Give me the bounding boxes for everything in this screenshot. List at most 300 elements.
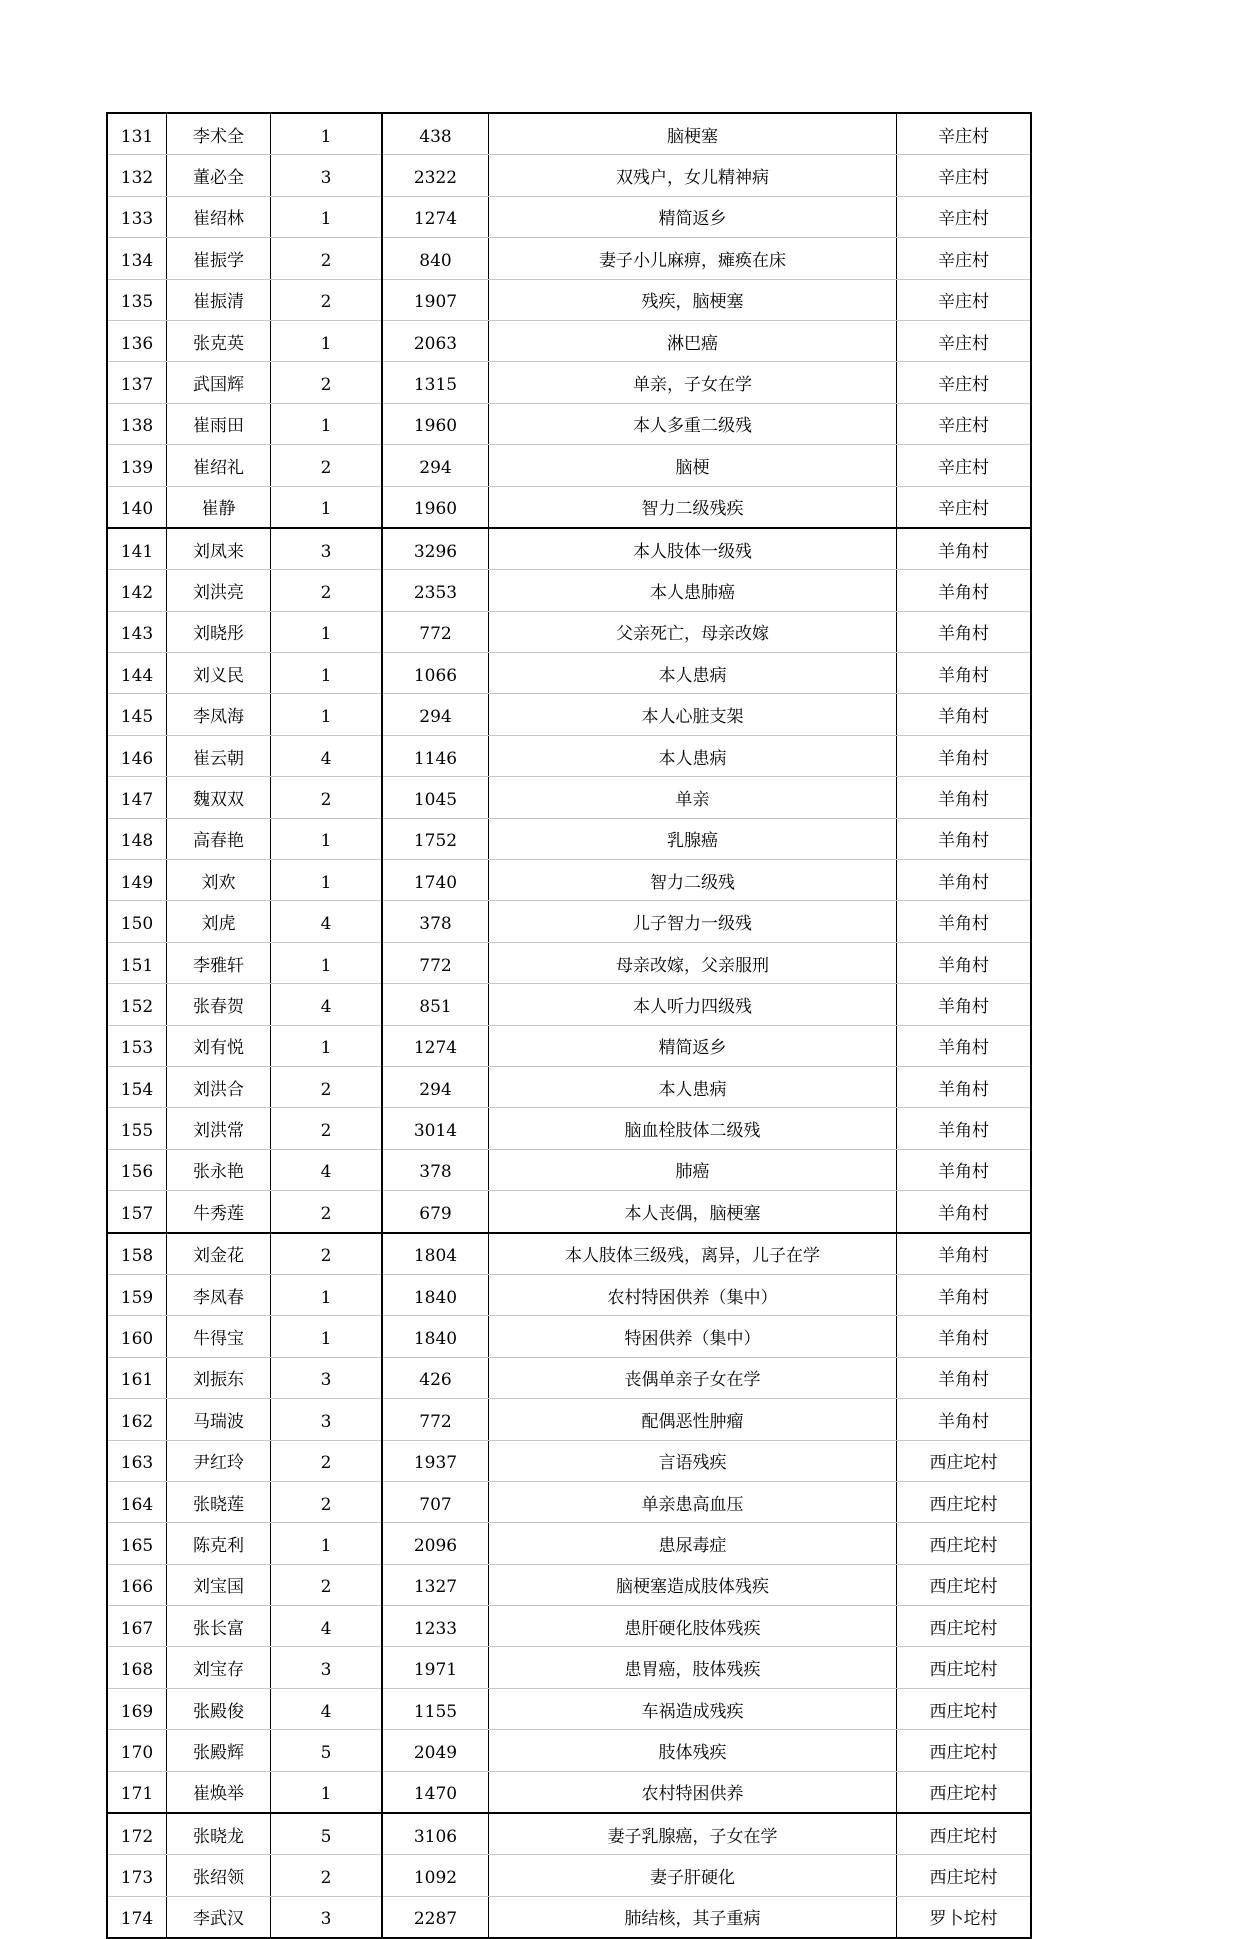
amount-cell: 1274 <box>382 196 489 237</box>
household-size-cell: 1 <box>271 860 383 901</box>
village-cell: 羊角村 <box>897 528 1032 570</box>
amount-cell: 1937 <box>382 1440 489 1481</box>
reason-cell: 脑梗塞 <box>489 113 897 155</box>
reason-cell: 肺癌 <box>489 1149 897 1190</box>
table-row <box>107 445 1031 486</box>
reason-cell: 双残户，女儿精神病 <box>489 155 897 196</box>
name-cell: 张长富 <box>167 1606 271 1647</box>
row-number-cell: 151 <box>107 942 167 983</box>
village-cell: 辛庄村 <box>897 445 1032 486</box>
name-cell: 马瑞波 <box>167 1399 271 1440</box>
table-row <box>107 1066 1031 1107</box>
amount-cell: 294 <box>382 445 489 486</box>
village-cell: 羊角村 <box>897 570 1032 611</box>
table-row <box>107 1108 1031 1149</box>
reason-cell: 患胃癌，肢体残疾 <box>489 1647 897 1688</box>
household-size-cell: 3 <box>271 1357 383 1398</box>
row-number-cell: 156 <box>107 1149 167 1190</box>
household-size-cell: 3 <box>271 528 383 570</box>
village-cell: 羊角村 <box>897 1108 1032 1149</box>
reason-cell: 患肝硬化肢体残疾 <box>489 1606 897 1647</box>
village-cell: 辛庄村 <box>897 403 1032 444</box>
row-number-cell: 154 <box>107 1066 167 1107</box>
row-number-cell: 141 <box>107 528 167 570</box>
table-row <box>107 279 1031 320</box>
reason-cell: 残疾，脑梗塞 <box>489 279 897 320</box>
village-cell: 羊角村 <box>897 694 1032 735</box>
amount-cell: 851 <box>382 984 489 1025</box>
table-row <box>107 1025 1031 1066</box>
table-row <box>107 1274 1031 1315</box>
amount-cell: 1971 <box>382 1647 489 1688</box>
village-cell: 羊角村 <box>897 1399 1032 1440</box>
row-number-cell: 162 <box>107 1399 167 1440</box>
amount-cell: 2353 <box>382 570 489 611</box>
household-size-cell: 4 <box>271 1688 383 1729</box>
household-size-cell: 2 <box>271 570 383 611</box>
name-cell: 李雅轩 <box>167 942 271 983</box>
name-cell: 刘洪合 <box>167 1066 271 1107</box>
household-size-cell: 1 <box>271 942 383 983</box>
name-cell: 崔振清 <box>167 279 271 320</box>
reason-cell: 本人患病 <box>489 653 897 694</box>
household-size-cell: 1 <box>271 403 383 444</box>
row-number-cell: 152 <box>107 984 167 1025</box>
village-cell: 辛庄村 <box>897 320 1032 361</box>
village-cell: 西庄坨村 <box>897 1481 1032 1522</box>
reason-cell: 精简返乡 <box>489 1025 897 1066</box>
household-size-cell: 2 <box>271 1066 383 1107</box>
amount-cell: 707 <box>382 1481 489 1522</box>
table-row <box>107 984 1031 1025</box>
village-cell: 羊角村 <box>897 984 1032 1025</box>
household-size-cell: 2 <box>271 777 383 818</box>
household-size-cell: 1 <box>271 1523 383 1564</box>
name-cell: 刘金花 <box>167 1233 271 1275</box>
amount-cell: 772 <box>382 611 489 652</box>
household-size-cell: 4 <box>271 984 383 1025</box>
amount-cell: 1840 <box>382 1274 489 1315</box>
name-cell: 李术全 <box>167 113 271 155</box>
reason-cell: 本人心脏支架 <box>489 694 897 735</box>
reason-cell: 单亲患高血压 <box>489 1481 897 1522</box>
table-row <box>107 942 1031 983</box>
amount-cell: 294 <box>382 694 489 735</box>
name-cell: 崔雨田 <box>167 403 271 444</box>
household-size-cell: 2 <box>271 445 383 486</box>
amount-cell: 1960 <box>382 486 489 528</box>
reason-cell: 脑梗 <box>489 445 897 486</box>
table-row <box>107 818 1031 859</box>
name-cell: 张晓龙 <box>167 1813 271 1855</box>
row-number-cell: 135 <box>107 279 167 320</box>
amount-cell: 294 <box>382 1066 489 1107</box>
household-size-cell: 3 <box>271 1896 383 1938</box>
household-size-cell: 1 <box>271 1274 383 1315</box>
amount-cell: 1155 <box>382 1688 489 1729</box>
table-row <box>107 1481 1031 1522</box>
household-size-cell: 1 <box>271 196 383 237</box>
village-cell: 西庄坨村 <box>897 1647 1032 1688</box>
row-number-cell: 160 <box>107 1316 167 1357</box>
table-row <box>107 113 1031 155</box>
reason-cell: 本人肢体一级残 <box>489 528 897 570</box>
reason-cell: 智力二级残疾 <box>489 486 897 528</box>
row-number-cell: 143 <box>107 611 167 652</box>
row-number-cell: 165 <box>107 1523 167 1564</box>
row-number-cell: 137 <box>107 362 167 403</box>
amount-cell: 1066 <box>382 653 489 694</box>
village-cell: 羊角村 <box>897 1357 1032 1398</box>
household-size-cell: 2 <box>271 238 383 279</box>
reason-cell: 母亲改嫁，父亲服刑 <box>489 942 897 983</box>
table-row <box>107 777 1031 818</box>
village-cell: 西庄坨村 <box>897 1771 1032 1813</box>
row-number-cell: 172 <box>107 1813 167 1855</box>
household-size-cell: 2 <box>271 362 383 403</box>
name-cell: 刘虎 <box>167 901 271 942</box>
amount-cell: 3106 <box>382 1813 489 1855</box>
amount-cell: 1740 <box>382 860 489 901</box>
row-number-cell: 170 <box>107 1730 167 1771</box>
amount-cell: 1327 <box>382 1564 489 1605</box>
village-cell: 羊角村 <box>897 818 1032 859</box>
amount-cell: 1840 <box>382 1316 489 1357</box>
village-cell: 羊角村 <box>897 1316 1032 1357</box>
table-row <box>107 860 1031 901</box>
village-cell: 羊角村 <box>897 653 1032 694</box>
village-cell: 辛庄村 <box>897 362 1032 403</box>
amount-cell: 1907 <box>382 279 489 320</box>
reason-cell: 单亲，子女在学 <box>489 362 897 403</box>
row-number-cell: 171 <box>107 1771 167 1813</box>
village-cell: 西庄坨村 <box>897 1523 1032 1564</box>
row-number-cell: 166 <box>107 1564 167 1605</box>
table-row <box>107 1399 1031 1440</box>
name-cell: 张克英 <box>167 320 271 361</box>
table-row <box>107 196 1031 237</box>
table-row <box>107 155 1031 196</box>
table-body <box>107 113 1031 1938</box>
amount-cell: 2063 <box>382 320 489 361</box>
amount-cell: 1092 <box>382 1855 489 1896</box>
table-row <box>107 611 1031 652</box>
household-size-cell: 2 <box>271 1855 383 1896</box>
village-cell: 羊角村 <box>897 735 1032 776</box>
village-cell: 辛庄村 <box>897 279 1032 320</box>
village-cell: 辛庄村 <box>897 486 1032 528</box>
reason-cell: 父亲死亡，母亲改嫁 <box>489 611 897 652</box>
row-number-cell: 138 <box>107 403 167 444</box>
village-cell: 羊角村 <box>897 611 1032 652</box>
amount-cell: 1470 <box>382 1771 489 1813</box>
row-number-cell: 140 <box>107 486 167 528</box>
table-row <box>107 486 1031 528</box>
village-cell: 羊角村 <box>897 942 1032 983</box>
table-row <box>107 403 1031 444</box>
reason-cell: 特困供养（集中） <box>489 1316 897 1357</box>
name-cell: 刘有悦 <box>167 1025 271 1066</box>
reason-cell: 精简返乡 <box>489 196 897 237</box>
row-number-cell: 136 <box>107 320 167 361</box>
household-size-cell: 4 <box>271 1606 383 1647</box>
name-cell: 张春贺 <box>167 984 271 1025</box>
village-cell: 辛庄村 <box>897 113 1032 155</box>
name-cell: 刘宝存 <box>167 1647 271 1688</box>
name-cell: 尹红玲 <box>167 1440 271 1481</box>
table-row <box>107 362 1031 403</box>
table-row <box>107 735 1031 776</box>
name-cell: 牛得宝 <box>167 1316 271 1357</box>
reason-cell: 智力二级残 <box>489 860 897 901</box>
amount-cell: 2322 <box>382 155 489 196</box>
household-size-cell: 2 <box>271 1440 383 1481</box>
name-cell: 刘洪常 <box>167 1108 271 1149</box>
household-size-cell: 3 <box>271 155 383 196</box>
village-cell: 西庄坨村 <box>897 1688 1032 1729</box>
village-cell: 羊角村 <box>897 1066 1032 1107</box>
amount-cell: 840 <box>382 238 489 279</box>
household-size-cell: 1 <box>271 818 383 859</box>
village-cell: 羊角村 <box>897 1191 1032 1233</box>
reason-cell: 本人丧偶，脑梗塞 <box>489 1191 897 1233</box>
amount-cell: 1315 <box>382 362 489 403</box>
table-row <box>107 1606 1031 1647</box>
reason-cell: 患尿毒症 <box>489 1523 897 1564</box>
name-cell: 崔云朝 <box>167 735 271 776</box>
reason-cell: 本人患病 <box>489 1066 897 1107</box>
household-size-cell: 2 <box>271 1481 383 1522</box>
name-cell: 崔绍林 <box>167 196 271 237</box>
amount-cell: 2096 <box>382 1523 489 1564</box>
row-number-cell: 173 <box>107 1855 167 1896</box>
table-row <box>107 1523 1031 1564</box>
name-cell: 刘振东 <box>167 1357 271 1398</box>
name-cell: 张殿俊 <box>167 1688 271 1729</box>
amount-cell: 378 <box>382 901 489 942</box>
amount-cell: 3296 <box>382 528 489 570</box>
amount-cell: 772 <box>382 1399 489 1440</box>
village-cell: 西庄坨村 <box>897 1855 1032 1896</box>
name-cell: 崔绍礼 <box>167 445 271 486</box>
name-cell: 武国辉 <box>167 362 271 403</box>
reason-cell: 妻子小儿麻痹，瘫痪在床 <box>489 238 897 279</box>
village-cell: 羊角村 <box>897 901 1032 942</box>
reason-cell: 农村特困供养（集中） <box>489 1274 897 1315</box>
village-cell: 羊角村 <box>897 1233 1032 1275</box>
village-cell: 罗卜坨村 <box>897 1896 1032 1938</box>
table-row <box>107 1647 1031 1688</box>
household-size-cell: 1 <box>271 653 383 694</box>
reason-cell: 淋巴癌 <box>489 320 897 361</box>
table-row <box>107 1730 1031 1771</box>
household-size-cell: 1 <box>271 1316 383 1357</box>
row-number-cell: 174 <box>107 1896 167 1938</box>
household-size-cell: 2 <box>271 1191 383 1233</box>
reason-cell: 肺结核，其子重病 <box>489 1896 897 1938</box>
name-cell: 李凤海 <box>167 694 271 735</box>
household-size-cell: 1 <box>271 611 383 652</box>
row-number-cell: 134 <box>107 238 167 279</box>
village-cell: 羊角村 <box>897 1149 1032 1190</box>
amount-cell: 2049 <box>382 1730 489 1771</box>
village-cell: 西庄坨村 <box>897 1564 1032 1605</box>
name-cell: 崔静 <box>167 486 271 528</box>
row-number-cell: 142 <box>107 570 167 611</box>
table-row <box>107 1855 1031 1896</box>
table-row <box>107 1896 1031 1938</box>
row-number-cell: 155 <box>107 1108 167 1149</box>
row-number-cell: 139 <box>107 445 167 486</box>
village-cell: 羊角村 <box>897 1274 1032 1315</box>
household-size-cell: 5 <box>271 1730 383 1771</box>
reason-cell: 车祸造成残疾 <box>489 1688 897 1729</box>
name-cell: 张殿辉 <box>167 1730 271 1771</box>
household-size-cell: 1 <box>271 486 383 528</box>
row-number-cell: 150 <box>107 901 167 942</box>
reason-cell: 脑梗塞造成肢体残疾 <box>489 1564 897 1605</box>
household-size-cell: 4 <box>271 901 383 942</box>
row-number-cell: 158 <box>107 1233 167 1275</box>
household-size-cell: 3 <box>271 1399 383 1440</box>
reason-cell: 乳腺癌 <box>489 818 897 859</box>
reason-cell: 单亲 <box>489 777 897 818</box>
amount-cell: 1274 <box>382 1025 489 1066</box>
amount-cell: 1804 <box>382 1233 489 1275</box>
name-cell: 董必全 <box>167 155 271 196</box>
household-size-cell: 2 <box>271 1108 383 1149</box>
reason-cell: 言语残疾 <box>489 1440 897 1481</box>
village-cell: 羊角村 <box>897 1025 1032 1066</box>
table-row <box>107 1440 1031 1481</box>
household-size-cell: 1 <box>271 320 383 361</box>
village-cell: 西庄坨村 <box>897 1813 1032 1855</box>
row-number-cell: 153 <box>107 1025 167 1066</box>
amount-cell: 1960 <box>382 403 489 444</box>
name-cell: 陈克利 <box>167 1523 271 1564</box>
reason-cell: 脑血栓肢体二级残 <box>489 1108 897 1149</box>
row-number-cell: 168 <box>107 1647 167 1688</box>
household-size-cell: 1 <box>271 694 383 735</box>
row-number-cell: 131 <box>107 113 167 155</box>
village-cell: 辛庄村 <box>897 155 1032 196</box>
amount-cell: 438 <box>382 113 489 155</box>
reason-cell: 本人患病 <box>489 735 897 776</box>
table-row <box>107 1233 1031 1275</box>
row-number-cell: 159 <box>107 1274 167 1315</box>
row-number-cell: 169 <box>107 1688 167 1729</box>
table-row <box>107 320 1031 361</box>
table-row <box>107 1316 1031 1357</box>
name-cell: 张绍领 <box>167 1855 271 1896</box>
table-row <box>107 1191 1031 1233</box>
amount-cell: 1752 <box>382 818 489 859</box>
amount-cell: 1045 <box>382 777 489 818</box>
table-row <box>107 1688 1031 1729</box>
household-size-cell: 1 <box>271 113 383 155</box>
household-size-cell: 2 <box>271 1564 383 1605</box>
table-row <box>107 1357 1031 1398</box>
table-row <box>107 1813 1031 1855</box>
name-cell: 刘欢 <box>167 860 271 901</box>
table-row <box>107 1771 1031 1813</box>
amount-cell: 1233 <box>382 1606 489 1647</box>
name-cell: 崔振学 <box>167 238 271 279</box>
table-row <box>107 901 1031 942</box>
row-number-cell: 133 <box>107 196 167 237</box>
reason-cell: 妻子乳腺癌，子女在学 <box>489 1813 897 1855</box>
name-cell: 刘宝国 <box>167 1564 271 1605</box>
table-row <box>107 570 1031 611</box>
household-size-cell: 2 <box>271 279 383 320</box>
amount-cell: 378 <box>382 1149 489 1190</box>
amount-cell: 1146 <box>382 735 489 776</box>
household-size-cell: 1 <box>271 1771 383 1813</box>
row-number-cell: 157 <box>107 1191 167 1233</box>
village-cell: 辛庄村 <box>897 238 1032 279</box>
reason-cell: 本人多重二级残 <box>489 403 897 444</box>
row-number-cell: 146 <box>107 735 167 776</box>
table-row <box>107 694 1031 735</box>
row-number-cell: 144 <box>107 653 167 694</box>
name-cell: 高春艳 <box>167 818 271 859</box>
amount-cell: 3014 <box>382 1108 489 1149</box>
reason-cell: 本人肢体三级残，离异，儿子在学 <box>489 1233 897 1275</box>
name-cell: 刘义民 <box>167 653 271 694</box>
table-row <box>107 1564 1031 1605</box>
amount-cell: 426 <box>382 1357 489 1398</box>
row-number-cell: 132 <box>107 155 167 196</box>
name-cell: 张永艳 <box>167 1149 271 1190</box>
household-size-cell: 1 <box>271 1025 383 1066</box>
row-number-cell: 145 <box>107 694 167 735</box>
row-number-cell: 148 <box>107 818 167 859</box>
name-cell: 魏双双 <box>167 777 271 818</box>
row-number-cell: 161 <box>107 1357 167 1398</box>
name-cell: 刘晓彤 <box>167 611 271 652</box>
village-cell: 西庄坨村 <box>897 1730 1032 1771</box>
name-cell: 刘洪亮 <box>167 570 271 611</box>
row-number-cell: 164 <box>107 1481 167 1522</box>
row-number-cell: 167 <box>107 1606 167 1647</box>
row-number-cell: 163 <box>107 1440 167 1481</box>
row-number-cell: 149 <box>107 860 167 901</box>
name-cell: 李武汉 <box>167 1896 271 1938</box>
amount-cell: 2287 <box>382 1896 489 1938</box>
village-cell: 羊角村 <box>897 860 1032 901</box>
name-cell: 牛秀莲 <box>167 1191 271 1233</box>
reason-cell: 本人患肺癌 <box>489 570 897 611</box>
village-cell: 西庄坨村 <box>897 1606 1032 1647</box>
village-cell: 西庄坨村 <box>897 1440 1032 1481</box>
reason-cell: 本人听力四级残 <box>489 984 897 1025</box>
household-size-cell: 4 <box>271 1149 383 1190</box>
village-cell: 羊角村 <box>897 777 1032 818</box>
amount-cell: 772 <box>382 942 489 983</box>
household-size-cell: 3 <box>271 1647 383 1688</box>
village-cell: 辛庄村 <box>897 196 1032 237</box>
household-size-cell: 4 <box>271 735 383 776</box>
reason-cell: 妻子肝硬化 <box>489 1855 897 1896</box>
household-size-cell: 5 <box>271 1813 383 1855</box>
assistance-roster-table <box>106 112 1032 1939</box>
table-row <box>107 1149 1031 1190</box>
table-row <box>107 653 1031 694</box>
table-row <box>107 528 1031 570</box>
reason-cell: 肢体残疾 <box>489 1730 897 1771</box>
row-number-cell: 147 <box>107 777 167 818</box>
amount-cell: 679 <box>382 1191 489 1233</box>
